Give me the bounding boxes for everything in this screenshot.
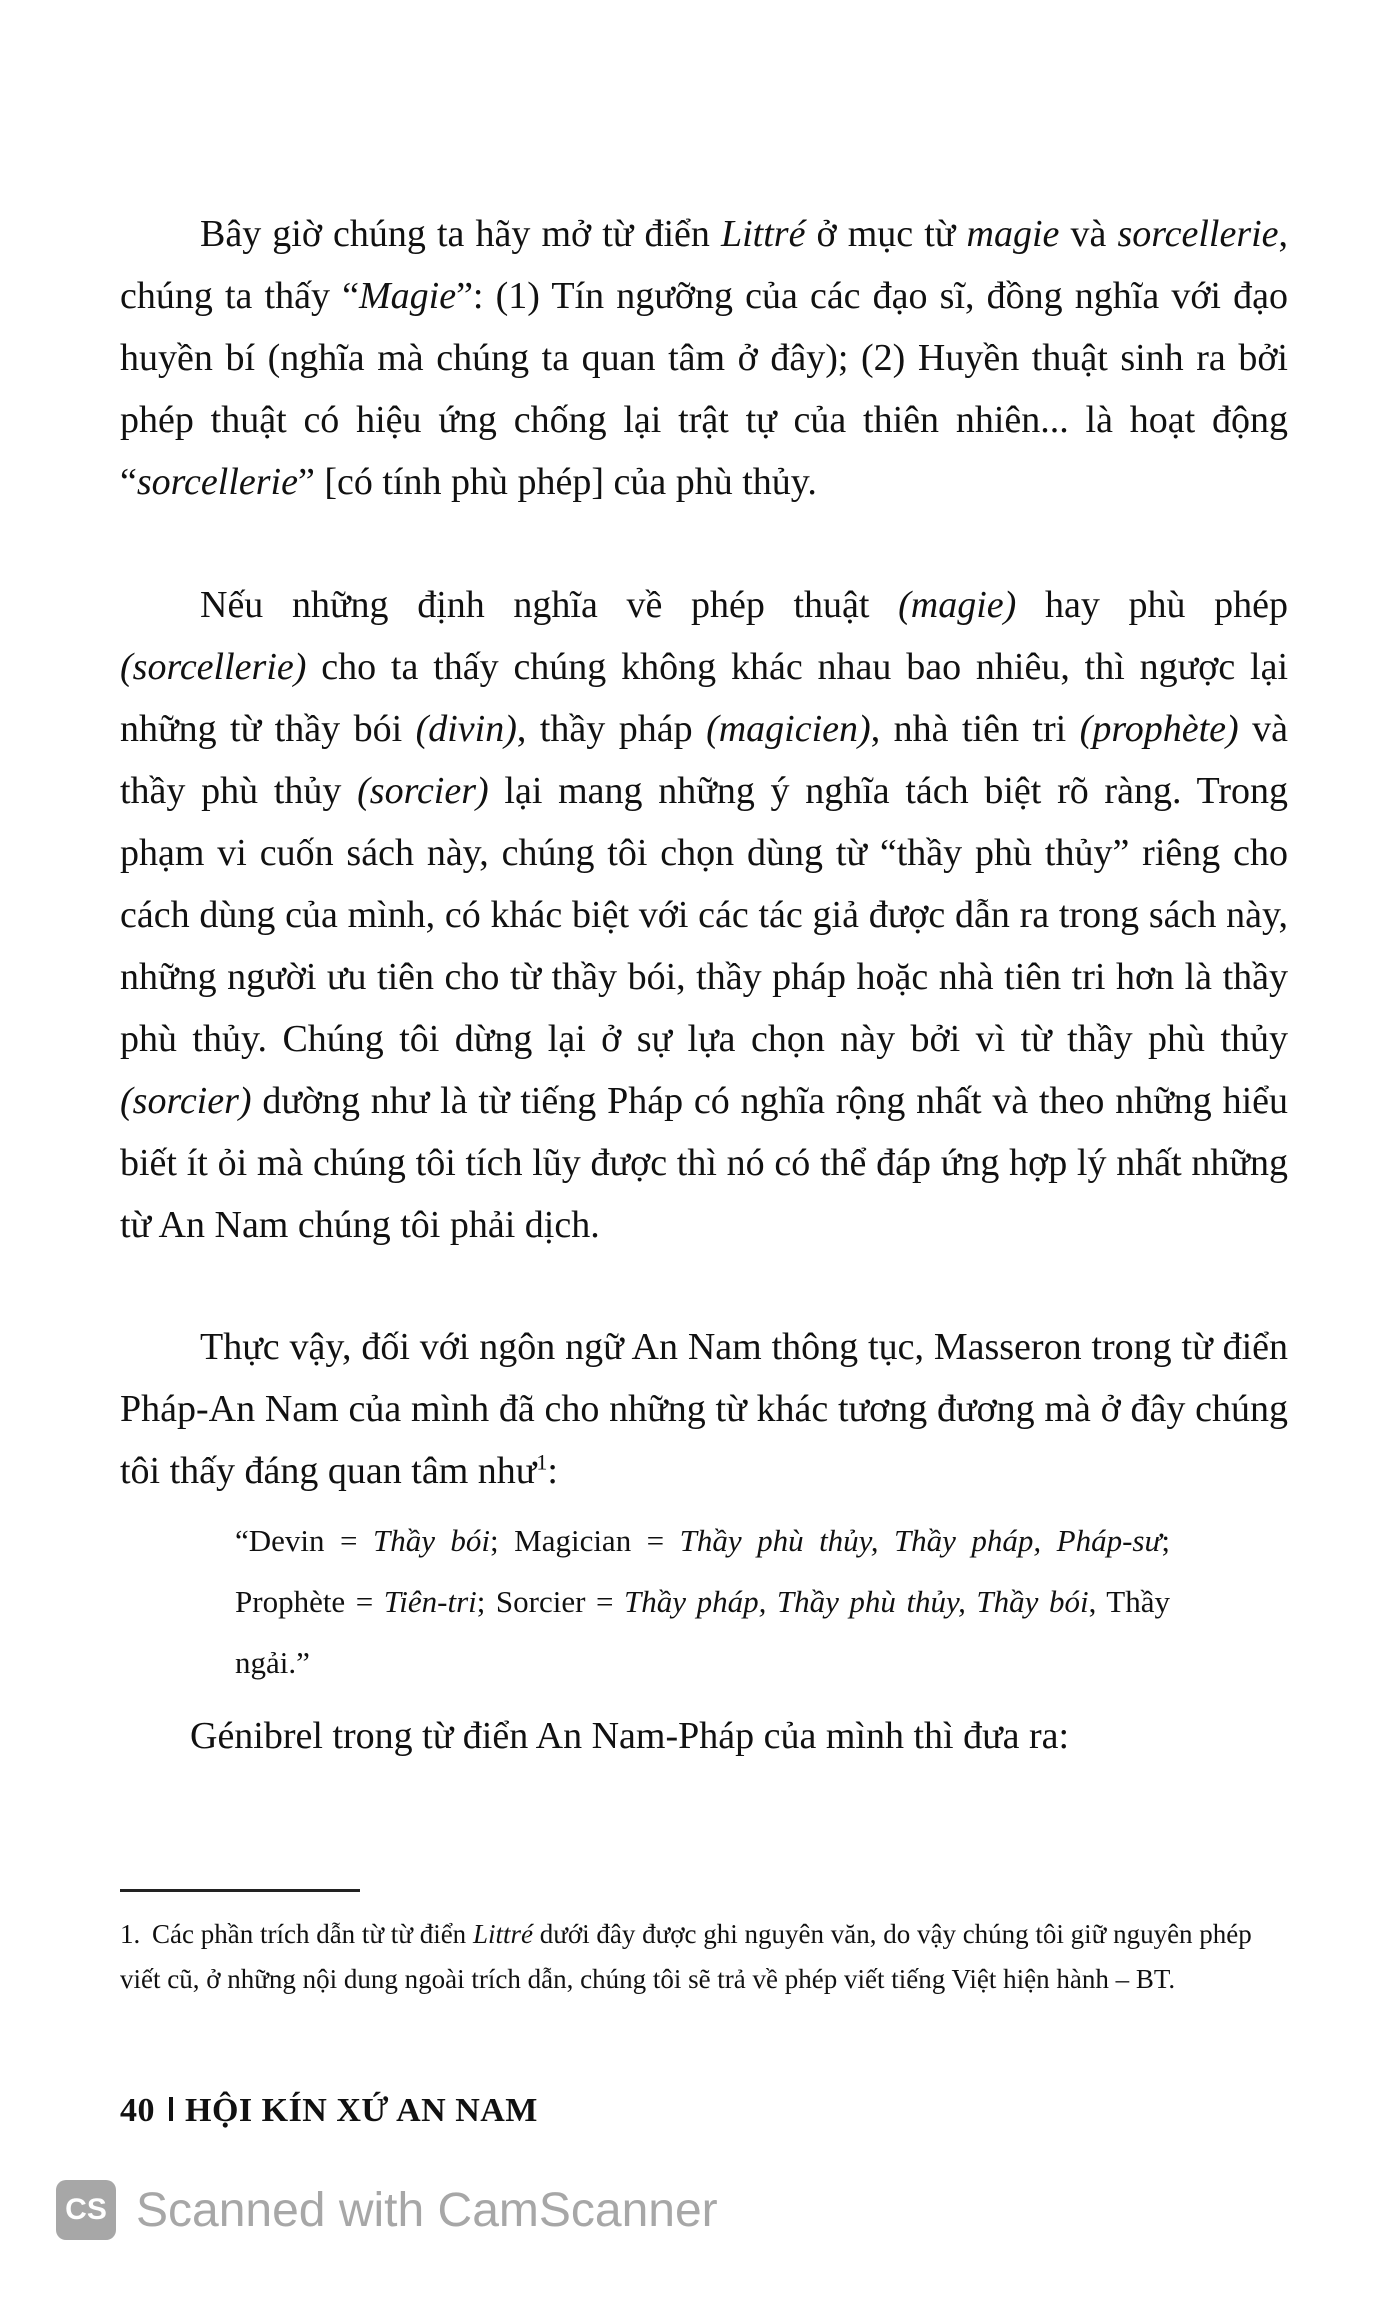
italic-term: (magicien)	[706, 708, 871, 750]
italic-term: Thầy phù thủy, Thầy pháp, Pháp-sư	[679, 1523, 1162, 1558]
text-run: Nếu những định nghĩa về phép thuật	[200, 584, 899, 626]
text-run: , nhà tiên tri	[870, 708, 1080, 750]
text-run: cho ta thấy chúng không khác nhau bao nhiêu, thì ngược lại những từ thầy bói	[120, 646, 1288, 750]
text-run: Các phần trích dẫn từ từ điển	[152, 1919, 473, 1949]
text-run: Génibrel trong từ điển An Nam-Pháp của mình thì đưa ra:	[190, 1715, 1070, 1757]
text-run: lại mang những ý nghĩa tách biệt rõ ràng. Trong phạm vi cuốn sách này, chúng tôi chọn dùng từ “thầy phù thủy” riêng cho cách dùng của mình, có khác biệt với các tác giả được dẫn ra trong sách này, những người ưu tiên cho từ thầy bói, thầy pháp hoặc nhà tiên tri hơn là thầy phù thủy. Chúng tôi dừng lại ở sự lựa chọn này bởi vì từ thầy phù thủy	[120, 770, 1289, 1060]
text-run: , chúng ta thấy “	[120, 213, 1289, 317]
dictionary-quote	[235, 1510, 1170, 1693]
text-run: ; Prophète =	[235, 1523, 1170, 1619]
footnote	[120, 1912, 1288, 2002]
text-run: dường như là từ tiếng Pháp có nghĩa rộng nhất và theo những hiểu biết ít ỏi mà chúng tôi tích lũy được thì nó có thể đáp ứng hợp lý nhất những từ An Nam chúng tôi phải dịch.	[120, 1080, 1288, 1246]
italic-term: (sorcellerie)	[120, 646, 307, 688]
camscanner-watermark	[56, 2180, 718, 2240]
italic-term: sorcellerie	[1117, 213, 1279, 255]
text-run: dưới đây được ghi nguyên văn, do vậy chúng tôi giữ nguyên phép viết cũ, ở những nội dung ngoài trích dẫn, chúng tôi sẽ trả về phép viết tiếng Việt hiện hành – BT.	[120, 1919, 1252, 1994]
watermark-text: Scanned with CamScanner	[136, 2183, 718, 2237]
paragraph-littre-definition	[120, 203, 1288, 513]
text-run: Thực vậy, đối với ngôn ngữ An Nam thông tục, Masseron trong từ điển Pháp-An Nam của mình đã cho những từ khác tương đương mà ở đây chúng tôi thấy đáng quan tâm như	[120, 1326, 1288, 1492]
italic-term: Thầy pháp, Thầy phù thủy, Thầy bói	[624, 1584, 1089, 1619]
italic-term: Thầy bói	[372, 1523, 491, 1558]
paragraph-terminology	[120, 574, 1288, 1256]
paragraph-masseron	[120, 1316, 1288, 1502]
italic-term: (prophète)	[1079, 708, 1239, 750]
text-run: Bây giờ chúng ta hãy mở từ điển	[200, 213, 721, 255]
paragraph-genibrel	[120, 1705, 1288, 1767]
text-run: hay phù phép	[1016, 584, 1289, 626]
page-footer	[120, 2092, 538, 2130]
running-title: HỘI KÍN XỨ AN NAM	[185, 2092, 538, 2129]
italic-term: magie	[966, 213, 1060, 255]
footnote-text	[120, 1919, 1252, 1994]
text-run: ; Magician =	[490, 1523, 680, 1558]
italic-term: (sorcier)	[357, 770, 489, 812]
text-run: và	[1059, 213, 1118, 255]
italic-term: Littré	[472, 1919, 533, 1949]
text-run: ở mục từ	[805, 213, 967, 255]
italic-term: (magie)	[898, 584, 1017, 626]
text-run: , Thầy ngải.”	[235, 1584, 1170, 1680]
camscanner-logo-icon: CS	[56, 2180, 116, 2240]
text-run: ”: (1) Tín ngưỡng của các đạo sĩ, đồng nghĩa với đạo huyền bí (nghĩa mà chúng ta quan tâm ở đây); (2) Huyền thuật sinh ra bởi phép thuật có hiệu ứng chống lại trật tự của thiên nhiên... là hoạt động “	[120, 275, 1288, 503]
page-number: 40	[120, 2092, 155, 2129]
footnote-marker: 1	[536, 1449, 548, 1475]
text-run: :	[547, 1450, 558, 1492]
text-run: , thầy pháp	[516, 708, 707, 750]
italic-term: (divin)	[415, 708, 517, 750]
italic-term: (sorcier)	[120, 1080, 252, 1122]
italic-term: Magie	[358, 275, 457, 317]
footnote-number: 1.	[120, 1919, 141, 1949]
text-run: “Devin =	[235, 1523, 373, 1558]
footnote-divider	[120, 1889, 360, 1892]
footer-separator	[169, 2097, 173, 2121]
italic-term: Littré	[720, 213, 806, 255]
text-run: và thầy phù thủy	[120, 708, 1288, 812]
text-run: ” [có tính phù phép] của phù thủy.	[297, 461, 817, 503]
text-run: ; Sorcier =	[476, 1584, 625, 1619]
italic-term: sorcellerie	[136, 461, 298, 503]
italic-term: Tiên-tri	[383, 1584, 477, 1619]
